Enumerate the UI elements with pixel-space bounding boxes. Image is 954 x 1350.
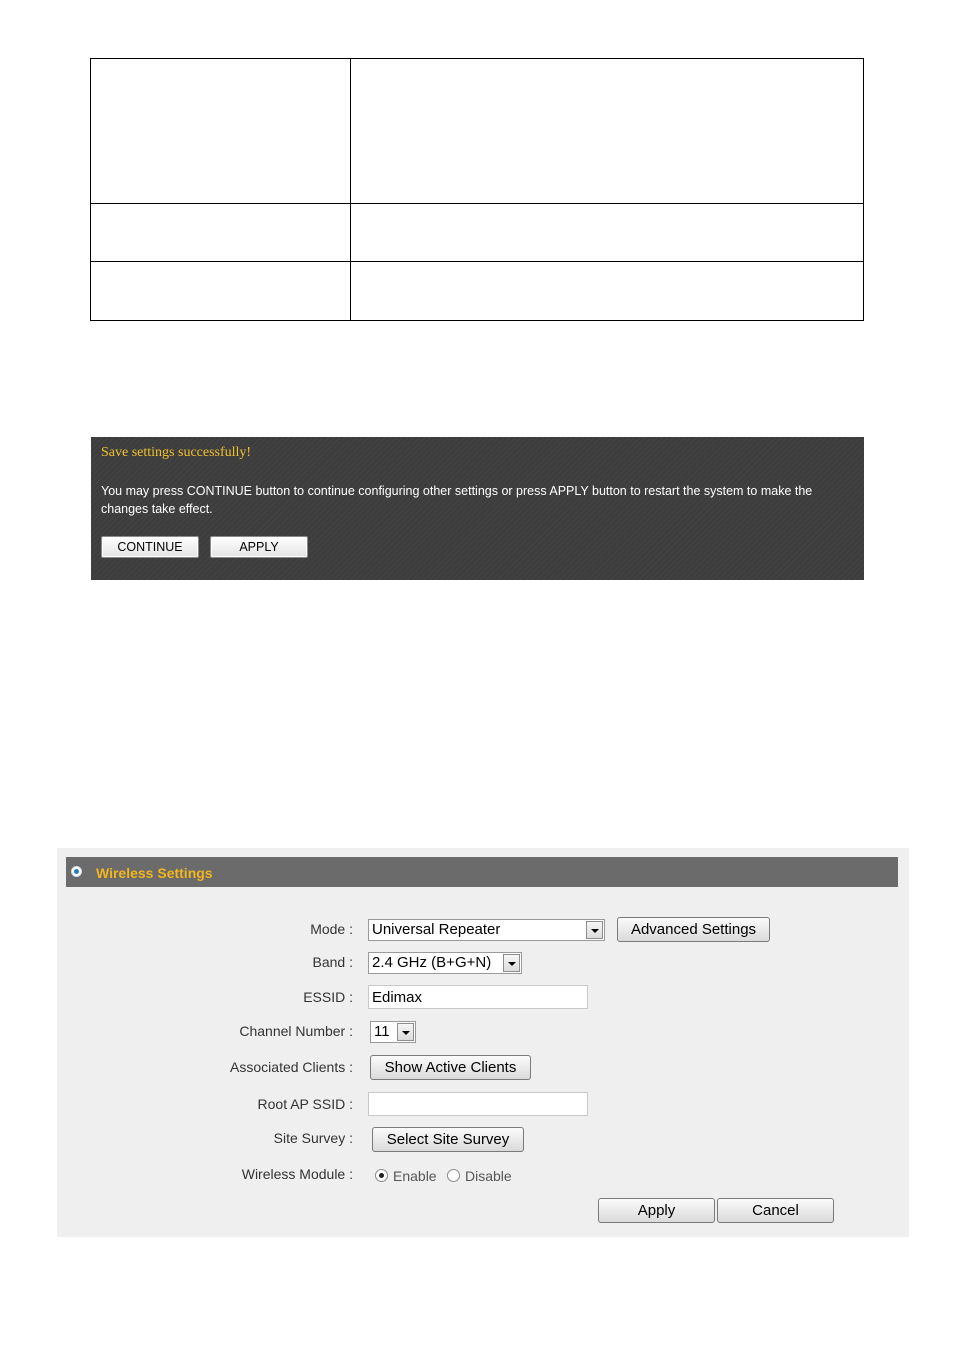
table-cell — [351, 59, 864, 204]
save-message: You may press CONTINUE button to continue configuring other settings or press APPLY button to restart the system to make the changes take effect. — [101, 484, 813, 516]
disable-radio[interactable] — [447, 1169, 460, 1182]
mode-value: Universal Repeater — [372, 921, 501, 938]
enable-radio[interactable] — [375, 1169, 388, 1182]
band-label: Band : — [312, 954, 353, 970]
table-cell — [91, 204, 351, 262]
save-settings-panel — [91, 437, 864, 580]
band-select[interactable] — [368, 952, 522, 974]
chevron-down-icon[interactable] — [397, 1023, 414, 1041]
table-row — [91, 204, 864, 262]
apply-restart-button[interactable]: APPLY — [210, 536, 308, 558]
channel-label: Channel Number : — [239, 1023, 353, 1039]
continue-button[interactable]: CONTINUE — [101, 536, 199, 558]
advanced-settings-button[interactable]: Advanced Settings — [617, 917, 770, 942]
wireless-settings-panel — [57, 848, 909, 1237]
channel-value: 11 — [374, 1023, 390, 1040]
chevron-down-icon[interactable] — [503, 954, 520, 972]
table-row — [91, 59, 864, 204]
wireless-module-label: Wireless Module : — [241, 1166, 353, 1182]
cancel-button[interactable]: Cancel — [717, 1198, 834, 1223]
wireless-settings-header — [66, 857, 898, 887]
table-cell — [351, 204, 864, 262]
root-ap-ssid-input[interactable] — [368, 1092, 588, 1116]
chevron-down-icon[interactable] — [586, 921, 603, 939]
disable-label: Disable — [465, 1168, 512, 1184]
site-survey-label: Site Survey : — [273, 1130, 353, 1146]
mode-select[interactable] — [368, 919, 605, 941]
essid-input[interactable] — [368, 985, 588, 1009]
essid-label: ESSID : — [303, 989, 353, 1005]
show-active-clients-button[interactable]: Show Active Clients — [370, 1055, 531, 1080]
table-cell — [91, 262, 351, 321]
channel-select[interactable] — [370, 1021, 416, 1043]
root-ap-ssid-label: Root AP SSID : — [257, 1096, 353, 1112]
select-site-survey-button[interactable]: Select Site Survey — [372, 1127, 524, 1152]
bullet-icon — [71, 866, 82, 877]
table-row — [91, 262, 864, 321]
table-cell — [91, 59, 351, 204]
description-table — [90, 58, 864, 321]
save-title: Save settings successfully! — [101, 445, 252, 460]
band-value: 2.4 GHz (B+G+N) — [372, 954, 492, 971]
enable-label: Enable — [393, 1168, 437, 1184]
apply-button[interactable]: Apply — [598, 1198, 715, 1223]
table-cell — [351, 262, 864, 321]
associated-clients-label: Associated Clients : — [230, 1059, 353, 1075]
section-title: Wireless Settings — [96, 865, 213, 881]
mode-label: Mode : — [310, 921, 353, 937]
